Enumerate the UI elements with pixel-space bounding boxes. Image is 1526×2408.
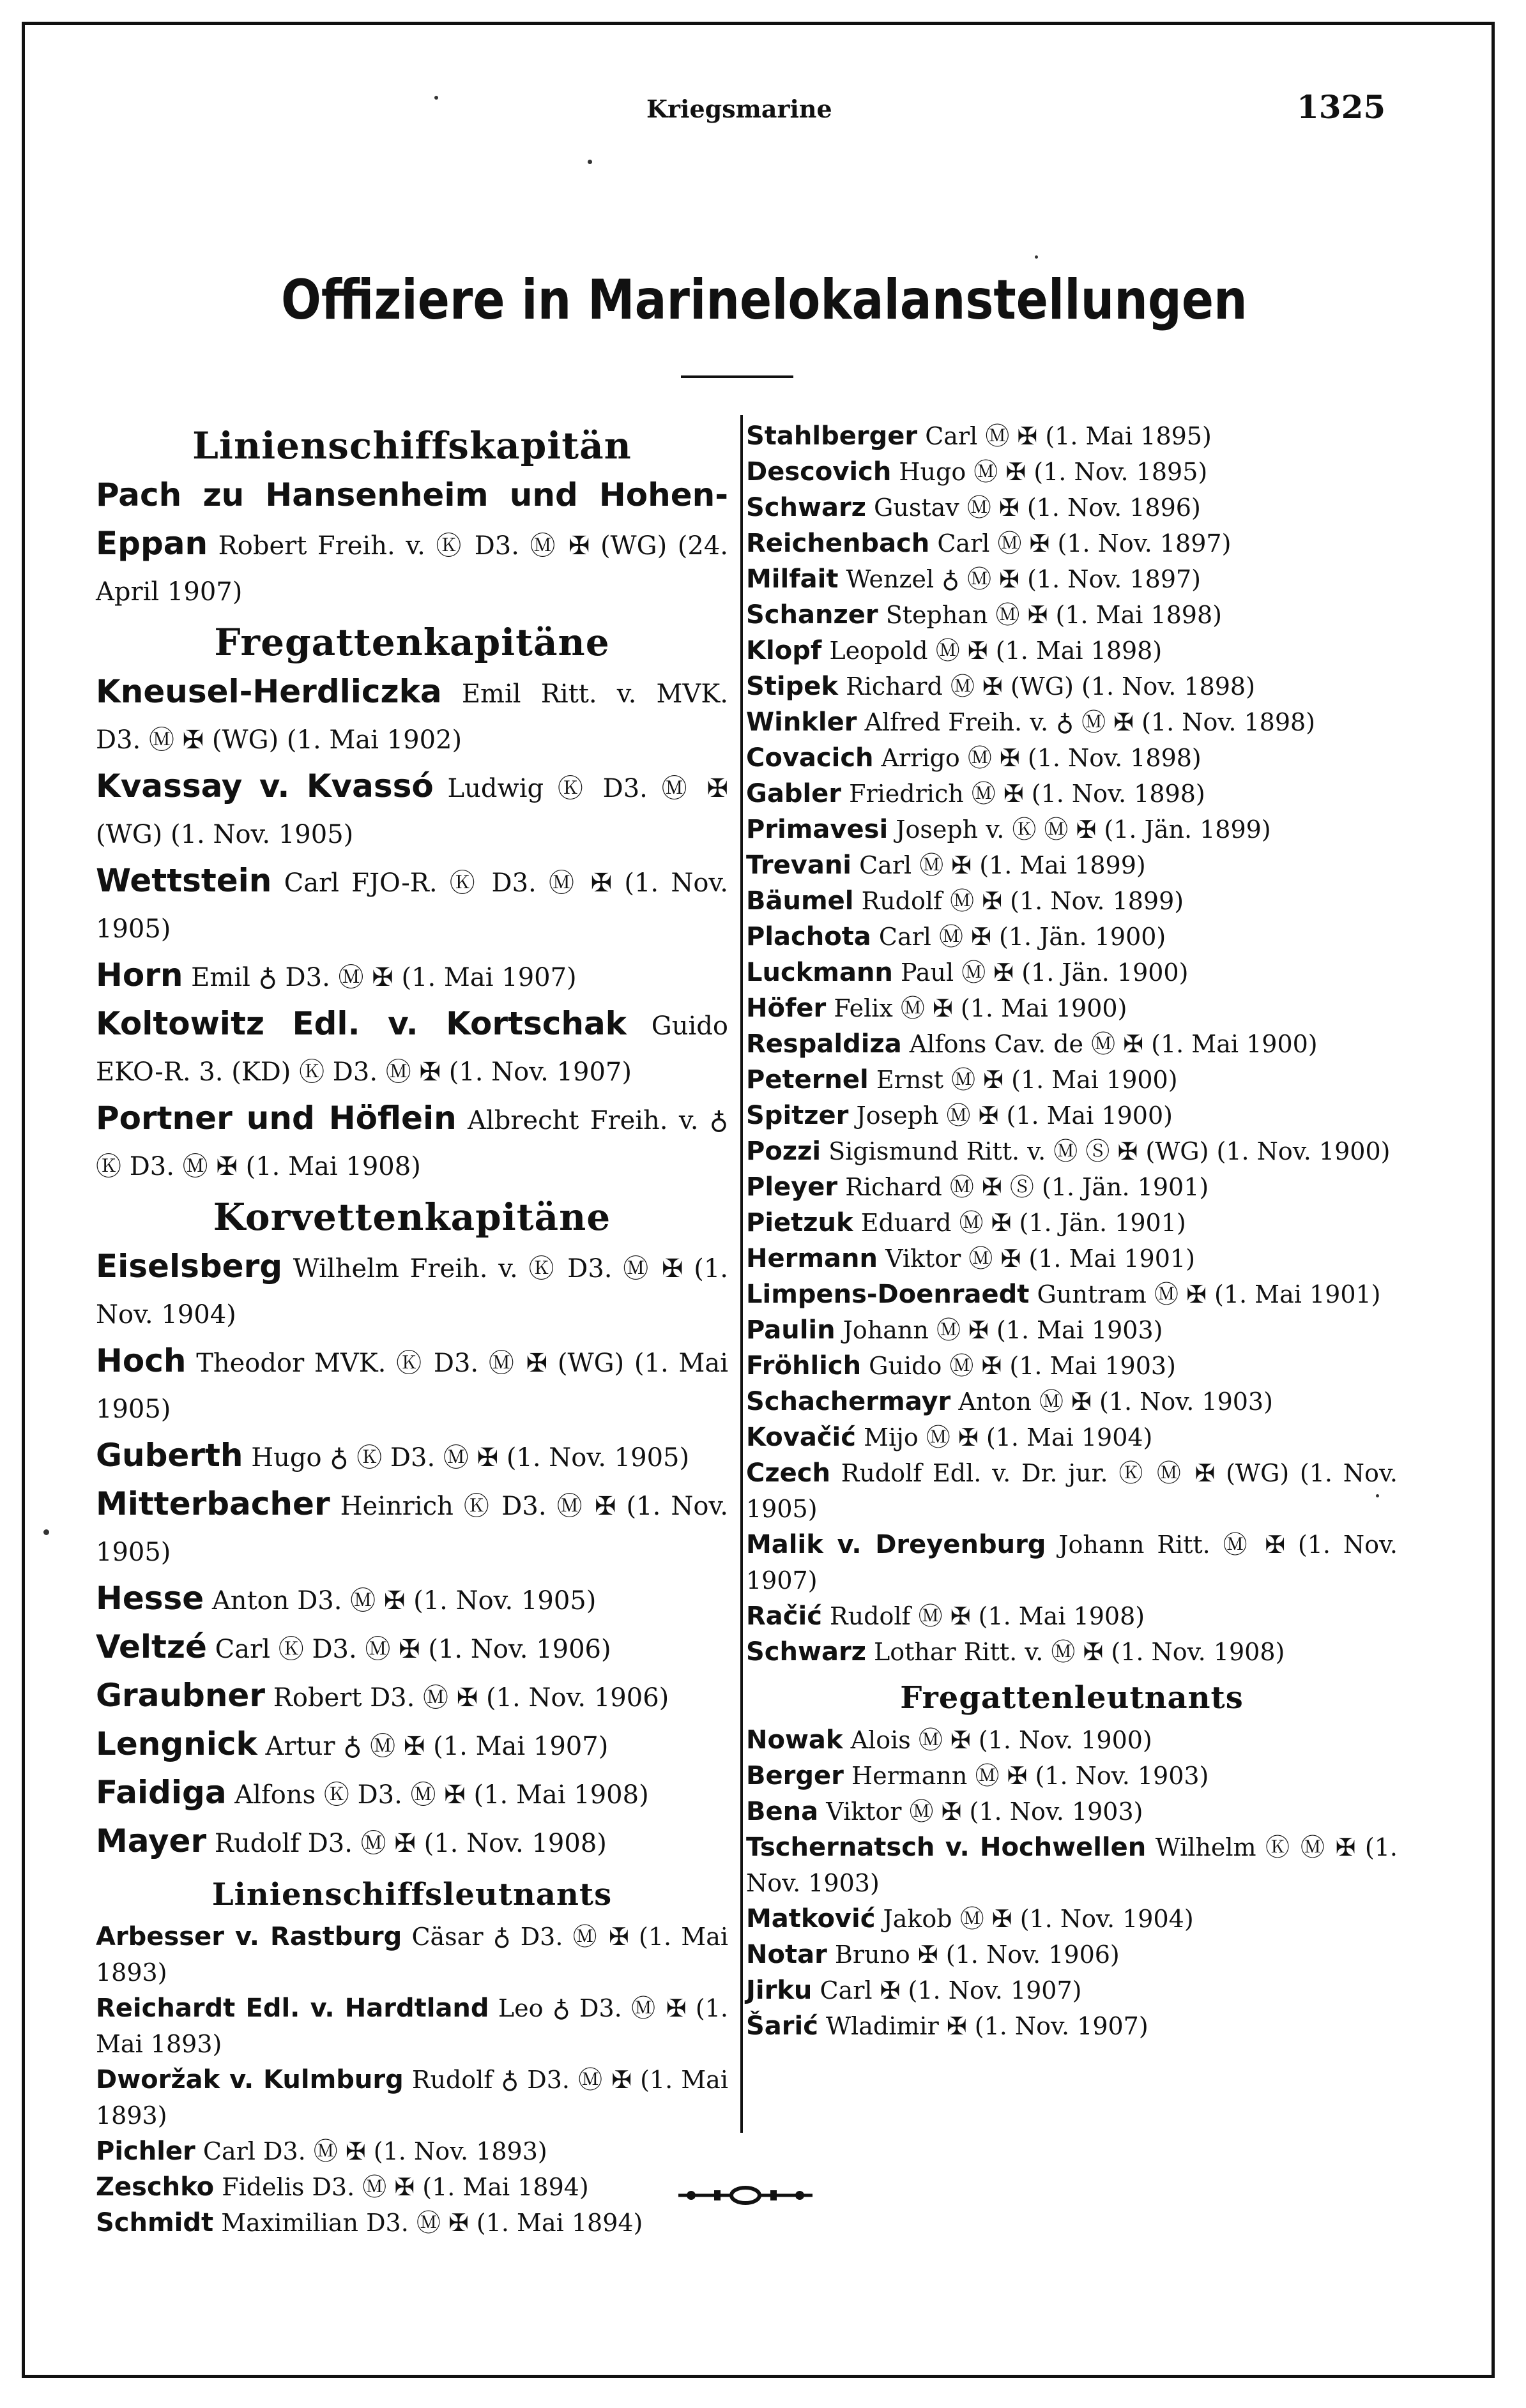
officer-name: Lengnick [96,1725,257,1762]
officer-details: Albrecht Freih. v. ♁ Ⓚ D3. Ⓜ ✠ (1. Mai 1908) [96,1106,728,1181]
officer-entry [746,1348,1398,1384]
paper-speck [1035,255,1038,259]
officer-details: Johann Ritt. Ⓜ ✠ (1. Nov. 1907) [746,1531,1398,1594]
officer-details: Hermann Ⓜ ✠ (1. Nov. 1903) [851,1762,1209,1790]
officer-details: Eduard Ⓜ ✠ (1. Jän. 1901) [860,1209,1186,1237]
officer-entry [746,704,1398,740]
officer-entry [96,1990,728,2062]
officer-name: Höfer [746,994,827,1023]
officer-name: Veltzé [96,1628,207,1665]
officer-name: Descovich [746,457,892,487]
officer-name: Primavesi [746,815,889,844]
officer-entry [96,669,728,763]
officer-entry [746,1241,1398,1276]
officer-name: Tschernatsch v. Hochwellen [746,1833,1147,1862]
officer-entry [746,1384,1398,1420]
officer-name: Covacich [746,743,874,773]
officer-details: Theodor MVK. Ⓚ D3. Ⓜ ✠ (WG) (1. Mai 1905) [96,1349,729,1424]
officer-entry [746,669,1398,704]
officer-entry [746,633,1398,669]
officer-name: Kovačić [746,1423,856,1452]
officer-name: Schwarz [746,493,866,522]
officer-entry [746,740,1398,776]
officer-details: Anton Ⓜ ✠ (1. Nov. 1903) [958,1388,1273,1416]
page-number: 1325 [1297,88,1386,126]
officer-details: Arrigo Ⓜ ✠ (1. Nov. 1898) [881,744,1202,772]
officer-name: Malik v. Dreyenburg [746,1530,1046,1559]
officer-details: Rudolf Ⓜ ✠ (1. Nov. 1899) [861,887,1184,915]
officer-details: Viktor Ⓜ ✠ (1. Nov. 1903) [826,1798,1143,1826]
officer-entry [746,955,1398,990]
officer-entry [746,1098,1398,1133]
officer-name: Matković [746,1904,876,1934]
officer-entry [96,1001,728,1095]
officer-entry [746,1026,1398,1062]
officer-details: Robert D3. Ⓜ ✠ (1. Nov. 1906) [273,1683,669,1713]
officer-entry [746,490,1398,526]
officer-entry [746,1758,1398,1794]
officer-entry [746,1794,1398,1829]
officer-name: Winkler [746,708,857,737]
officer-details: Carl FJO-R. Ⓚ D3. Ⓜ ✠ (1. Nov. 1905) [96,868,729,944]
officer-entry [746,1973,1398,2008]
officer-entry [96,2205,728,2241]
officer-details: Carl Ⓜ ✠ (1. Mai 1899) [859,851,1146,879]
officer-name: Kvassay v. Kvassó [96,768,434,805]
officer-entry [96,1624,728,1672]
officer-name: Graubner [96,1677,265,1714]
officer-details: Wilhelm Freih. v. Ⓚ D3. Ⓜ ✠ (1. Nov. 1904) [96,1254,728,1329]
officer-name: Pozzi [746,1137,821,1166]
officer-entry [96,1575,728,1624]
paper-speck [434,96,438,100]
officer-entry [746,1420,1398,1455]
officer-name: Jirku [746,1976,813,2005]
officer-entry [746,776,1398,812]
officer-details: Viktor Ⓜ ✠ (1. Mai 1901) [885,1245,1195,1273]
officer-details: Bruno ✠ (1. Nov. 1906) [834,1941,1120,1969]
officer-entry [96,472,728,615]
officer-entry [746,1205,1398,1241]
officer-name: Hoch [96,1342,187,1379]
officer-name: Nowak [746,1725,843,1755]
officer-details: Maximilian D3. Ⓜ ✠ (1. Mai 1894) [221,2209,643,2237]
right-column [746,418,1398,2044]
officer-name: Luckmann [746,958,893,987]
officer-details: Richard Ⓜ ✠ Ⓢ (1. Jän. 1901) [845,1173,1209,1201]
officer-details: Ernst Ⓜ ✠ (1. Mai 1900) [876,1066,1178,1094]
officer-name: Eiselsberg [96,1248,283,1285]
officer-details: Rudolf ♁ D3. Ⓜ ✠ (1. Mai 1893) [96,2066,728,2130]
officer-details: Felix Ⓜ ✠ (1. Mai 1900) [834,994,1127,1022]
officer-details: Friedrich Ⓜ ✠ (1. Nov. 1898) [849,780,1205,808]
officer-entry [96,1769,728,1818]
officer-details: Sigismund Ritt. v. Ⓜ Ⓢ ✠ (WG) (1. Nov. 1900) [828,1137,1391,1165]
officer-details: Hugo ♁ Ⓚ D3. Ⓜ ✠ (1. Nov. 1905) [251,1443,690,1473]
officer-entry [746,561,1398,597]
officer-name: Gabler [746,779,842,808]
officer-entry [746,1722,1398,1758]
officer-name: Wettstein [96,862,272,899]
officer-details: Guido EKO-R. 3. (KD) Ⓚ D3. Ⓜ ✠ (1. Nov. 1907) [96,1011,728,1087]
officer-details: Alfons Cav. de Ⓜ ✠ (1. Mai 1900) [909,1030,1318,1058]
officer-details: Emil ♁ D3. Ⓜ ✠ (1. Mai 1907) [191,963,577,992]
officer-entry [746,847,1398,883]
officer-entry [746,883,1398,919]
officer-name: Plachota [746,922,871,951]
officer-details: Alois Ⓜ ✠ (1. Nov. 1900) [850,1726,1152,1754]
officer-name: Hesse [96,1580,204,1617]
officer-entry [96,1672,728,1721]
officer-entry [746,2008,1398,2044]
officer-entry [746,919,1398,955]
officer-entry [96,1721,728,1769]
officer-entry [746,418,1398,454]
officer-entry [96,1432,728,1481]
officer-details: Wilhelm Ⓚ Ⓜ ✠ (1. Nov. 1903) [746,1833,1398,1897]
officer-name: Respaldiza [746,1029,902,1059]
officer-entry [96,1095,728,1190]
officer-name: Zeschko [96,2172,215,2202]
officer-entry [96,1243,728,1338]
officer-name: Mayer [96,1822,207,1859]
officer-details: Guntram Ⓜ ✠ (1. Mai 1901) [1037,1280,1381,1308]
officer-entry [96,1481,728,1575]
officer-entry [746,990,1398,1026]
officer-entry [96,952,728,1001]
column-divider [740,415,743,2133]
officer-details: Rudolf D3. Ⓜ ✠ (1. Nov. 1908) [214,1829,607,1858]
officer-details: Carl D3. Ⓜ ✠ (1. Nov. 1893) [202,2137,547,2165]
officer-details: Lothar Ritt. v. Ⓜ ✠ (1. Nov. 1908) [874,1638,1285,1666]
officer-entry [96,858,728,952]
paper-speck [588,160,592,164]
officer-details: Carl Ⓜ ✠ (1. Jän. 1900) [878,923,1166,951]
officer-details: Leopold Ⓜ ✠ (1. Mai 1898) [829,637,1163,665]
officer-name: Trevani [746,851,851,880]
officer-entry [746,1598,1398,1634]
officer-entry [746,812,1398,847]
officer-name: Pietzuk [746,1208,853,1238]
officer-details: Richard Ⓜ ✠ (WG) (1. Nov. 1898) [846,672,1255,700]
officer-entry [746,1937,1398,1973]
officer-name: Czech [746,1458,830,1488]
officer-details: Mijo Ⓜ ✠ (1. Mai 1904) [864,1423,1153,1451]
officer-name: Schanzer [746,600,878,630]
officer-details: Stephan Ⓜ ✠ (1. Mai 1898) [885,601,1222,629]
officer-name: Schmidt [96,2208,214,2238]
officer-name: Hermann [746,1244,878,1273]
officer-name: Koltowitz Edl. v. Kortschak [96,1005,627,1042]
officer-entry [746,1634,1398,1670]
officer-details: Carl Ⓜ ✠ (1. Nov. 1897) [937,529,1232,557]
officer-entry [96,1818,728,1867]
officer-details: Carl ✠ (1. Nov. 1907) [820,1976,1082,2004]
officer-name: Paulin [746,1315,835,1345]
running-head: Kriegsmarine [646,95,832,123]
officer-details: Fidelis D3. Ⓜ ✠ (1. Mai 1894) [222,2173,589,2201]
officer-details: Rudolf Edl. v. Dr. jur. Ⓚ Ⓜ ✠ (WG) (1. Nov. 1905) [746,1459,1398,1523]
officer-name: Fröhlich [746,1351,862,1381]
officer-name: Kneusel-Herdliczka [96,673,442,710]
officer-entry [746,1133,1398,1169]
officer-details: Leo ♁ D3. Ⓜ ✠ (1. Mai 1893) [96,1994,728,2058]
officer-name: Pleyer [746,1172,838,1202]
officer-entry [746,1062,1398,1098]
paper-speck [1376,1494,1379,1497]
officer-name: Stahlberger [746,421,918,451]
officer-name: Bena [746,1797,819,1826]
officer-name: Reichardt Edl. v. Hardtland [96,1994,489,2023]
officer-details: Robert Freih. v. Ⓚ D3. Ⓜ ✠ (WG) (24. April 1907) [96,531,728,607]
officer-name: Bäumel [746,886,854,916]
paper-speck [43,1529,49,1535]
officer-entry [96,763,728,858]
officer-details: Carl Ⓜ ✠ (1. Mai 1895) [925,422,1212,450]
officer-name: Reichenbach [746,529,930,558]
officer-details: Carl Ⓚ D3. Ⓜ ✠ (1. Nov. 1906) [215,1635,611,1664]
officer-name: Peternel [746,1065,869,1094]
officer-details: Hugo Ⓜ ✠ (1. Nov. 1895) [899,458,1208,486]
rank-heading: Korvettenkapitäne [213,1195,611,1239]
officer-entry [746,1312,1398,1348]
officer-name: Notar [746,1940,827,1969]
officer-entry [96,2133,728,2169]
officer-details: Wenzel ♁ Ⓜ ✠ (1. Nov. 1897) [846,565,1202,593]
officer-details: Cäsar ♁ D3. Ⓜ ✠ (1. Mai 1893) [96,1923,729,1987]
officer-details: Rudolf Ⓜ ✠ (1. Mai 1908) [830,1602,1145,1630]
officer-name: Arbesser v. Rastburg [96,1922,402,1951]
officer-name: Pach zu Hansenheim und Hohen-Eppan [96,476,728,562]
officer-details: Heinrich Ⓚ D3. Ⓜ ✠ (1. Nov. 1905) [96,1492,728,1567]
officer-name: Račić [746,1602,822,1631]
officer-name: Schachermayr [746,1387,951,1416]
officer-details: Wladimir ✠ (1. Nov. 1907) [826,2012,1148,2040]
officer-name: Limpens-Doenraedt [746,1280,1030,1309]
rank-heading: Fregattenkapitäne [214,621,610,664]
officer-name: Stipek [746,672,839,701]
officer-details: Ludwig Ⓚ D3. Ⓜ ✠ (WG) (1. Nov. 1905) [96,774,728,849]
officer-entry [96,1919,728,1990]
officer-details: Artur ♁ Ⓜ ✠ (1. Mai 1907) [265,1732,609,1761]
page-title: Offiziere in Marinelokalanstellungen [281,268,1248,332]
officer-name: Schwarz [746,1637,866,1667]
officer-entry [746,1527,1398,1598]
officer-entry [746,1829,1398,1901]
officer-name: Klopf [746,636,822,665]
title-rule [681,375,793,378]
officer-entry [746,526,1398,561]
officer-entry [746,454,1398,490]
officer-name: Šarić [746,2011,818,2041]
officer-entry [746,1276,1398,1312]
officer-entry [746,597,1398,633]
officer-entry [746,1901,1398,1937]
officer-details: Joseph Ⓜ ✠ (1. Mai 1900) [856,1102,1173,1130]
officer-entry [96,1338,728,1432]
officer-name: Faidiga [96,1774,227,1811]
officer-entry [96,2062,728,2133]
officer-name: Horn [96,957,183,994]
rank-heading: Fregattenleutnants [900,1680,1244,1716]
officer-name: Spitzer [746,1101,849,1130]
officer-name: Dworžak v. Kulmburg [96,2065,404,2094]
officer-details: Paul Ⓜ ✠ (1. Jän. 1900) [901,958,1189,987]
officer-details: Alfred Freih. v. ♁ Ⓜ ✠ (1. Nov. 1898) [864,708,1316,736]
officer-details: Guido Ⓜ ✠ (1. Mai 1903) [869,1352,1176,1380]
officer-name: Berger [746,1761,844,1791]
officer-entry [96,2169,728,2205]
officer-entry [746,1169,1398,1205]
rank-heading: Linienschiffskapitän [192,424,632,467]
officer-details: Emil Ritt. v. MVK. D3. Ⓜ ✠ (WG) (1. Mai 1902) [96,679,728,755]
left-column [96,418,728,2241]
officer-name: Pichler [96,2137,195,2166]
officer-details: Alfons Ⓚ D3. Ⓜ ✠ (1. Mai 1908) [234,1780,649,1810]
officer-name: Portner und Höflein [96,1100,457,1137]
officer-details: Anton D3. Ⓜ ✠ (1. Nov. 1905) [211,1586,597,1616]
officer-details: Joseph v. Ⓚ Ⓜ ✠ (1. Jän. 1899) [896,815,1271,844]
officer-entry [746,1455,1398,1527]
officer-name: Guberth [96,1437,243,1474]
officer-name: Mitterbacher [96,1485,330,1522]
end-ornament-icon [676,2183,815,2208]
officer-details: Gustav Ⓜ ✠ (1. Nov. 1896) [874,494,1201,522]
rank-heading: Linienschiffsleutnants [211,1877,613,1912]
officer-details: Jakob Ⓜ ✠ (1. Nov. 1904) [883,1905,1194,1933]
officer-details: Johann Ⓜ ✠ (1. Mai 1903) [843,1316,1163,1344]
officer-name: Milfait [746,564,839,594]
